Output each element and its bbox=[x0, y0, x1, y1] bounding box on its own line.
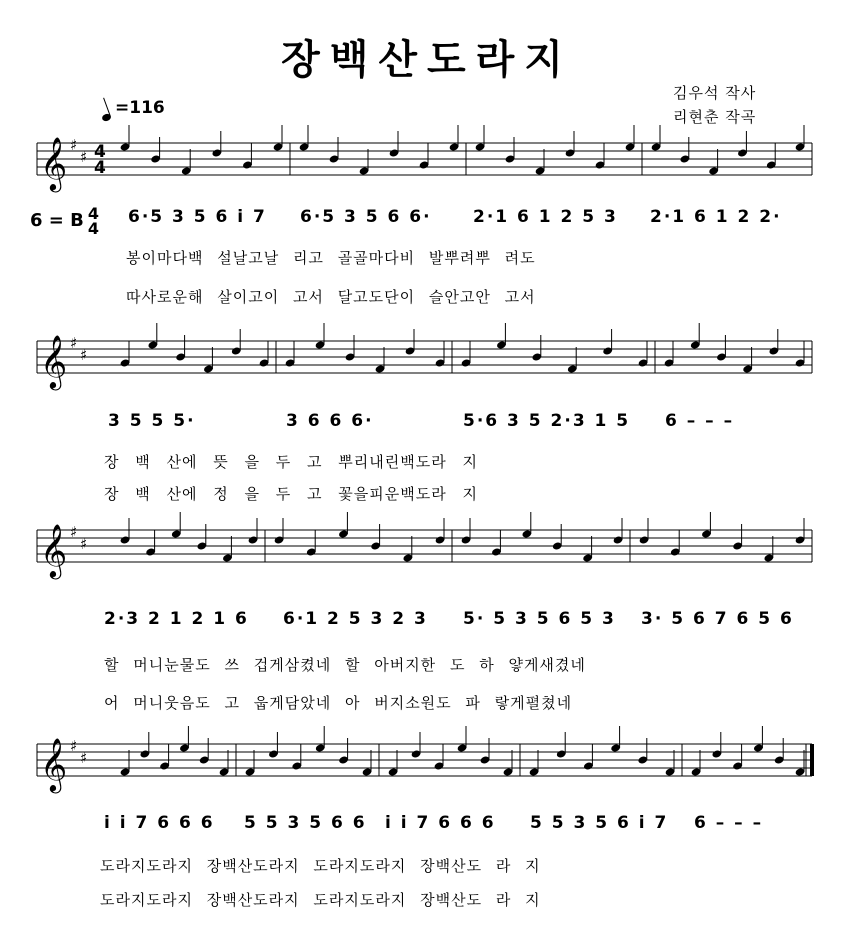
time-top: 4 bbox=[87, 204, 99, 223]
time-signature-digit: 4 bbox=[94, 158, 106, 178]
sharp-icon: ♯ bbox=[70, 334, 78, 352]
sharp-icon: ♯ bbox=[70, 136, 78, 154]
system1-bar3-notation: 2·1 6 1 2 5 3 bbox=[473, 207, 618, 227]
system3-bar1-notation: 2·3 2 1 2 1 6 bbox=[104, 609, 249, 629]
sharp-icon: ♯ bbox=[70, 737, 78, 755]
time-signature-digit: 4 bbox=[94, 142, 106, 162]
treble-clef-icon: 𝄞 bbox=[40, 737, 68, 791]
system1-lyrics-verse1: 봉이마다백 설날고날 리고 골골마다비 발뿌려뿌 려도 bbox=[126, 249, 536, 267]
system2-bar3-notation: 5·6 3 5 2·3 1 5 bbox=[463, 411, 631, 431]
system2-bar4-notation: 6 – – – bbox=[665, 411, 735, 431]
system4-bar5-notation: 6 – – – bbox=[694, 813, 764, 833]
system3-lyrics-verse2: 어 머니웃음도 고 웁게담았네 아 버지소원도 파 랗게펼쳤네 bbox=[104, 694, 573, 712]
song-title: 장백산도라지 bbox=[281, 37, 573, 83]
system2-lyrics-verse1: 장 백 산에 뜻 을 두 고 뿌리내린백도라 지 bbox=[104, 453, 478, 471]
system1-bar2-notation: 6·5 3 5 6 6· bbox=[300, 207, 432, 227]
system2-bar2-notation: 3 6 6 6· bbox=[286, 411, 374, 431]
system1-bar4-notation: 2·1 6 1 2 2· bbox=[650, 207, 782, 227]
treble-clef-icon: 𝄞 bbox=[40, 136, 68, 190]
treble-clef-icon: 𝄞 bbox=[40, 523, 68, 577]
system3-bar3-notation: 5· 5 3 5 6 5 3 bbox=[463, 609, 616, 629]
key-text: 6 = B bbox=[30, 210, 84, 231]
system4-lyrics-verse2: 도라지도라지 장백산도라지 도라지도라지 장백산도 라 지 bbox=[100, 891, 541, 909]
sharp-icon: ♯ bbox=[70, 523, 78, 541]
system4-bar1-notation: i i 7 6 6 6 bbox=[104, 813, 215, 833]
tempo-value: =116 bbox=[115, 98, 165, 118]
system4-bar2-notation: 5 5 3 5 6 6 bbox=[244, 813, 367, 833]
sharp-icon: ♯ bbox=[80, 148, 88, 166]
system3-lyrics-verse1: 할 머니눈물도 쓰 겁게삼켰네 할 아버지한 도 하 얗게새겼네 bbox=[104, 656, 586, 674]
system1-bar1-notation: 6·5 3 5 6 i 7 bbox=[128, 207, 267, 227]
system3-bar4-notation: 3· 5 6 7 6 5 6 bbox=[641, 609, 794, 629]
system2-bar1-notation: 3 5 5 5· bbox=[108, 411, 196, 431]
sharp-icon: ♯ bbox=[80, 346, 88, 364]
time-bottom: 4 bbox=[87, 219, 99, 238]
composer-credit: 리현춘 작곡 bbox=[673, 108, 757, 126]
sharp-icon: ♯ bbox=[80, 749, 88, 767]
system4-bar4-notation: 5 5 3 5 6 i 7 bbox=[530, 813, 669, 833]
system2-lyrics-verse2: 장 백 산에 정 을 두 고 꽃을피운백도라 지 bbox=[104, 485, 478, 503]
system3-bar2-notation: 6·1 2 5 3 2 3 bbox=[283, 609, 428, 629]
system1-lyrics-verse2: 따사로운해 살이고이 고서 달고도단이 슬안고안 고서 bbox=[126, 288, 536, 306]
treble-clef-icon: 𝄞 bbox=[40, 334, 68, 388]
system4-bar3-notation: i i 7 6 6 6 bbox=[385, 813, 496, 833]
sharp-icon: ♯ bbox=[80, 535, 88, 553]
system4-lyrics-verse1: 도라지도라지 장백산도라지 도라지도라지 장백산도 라 지 bbox=[100, 857, 541, 875]
lyricist-credit: 김우석 작사 bbox=[673, 84, 757, 102]
